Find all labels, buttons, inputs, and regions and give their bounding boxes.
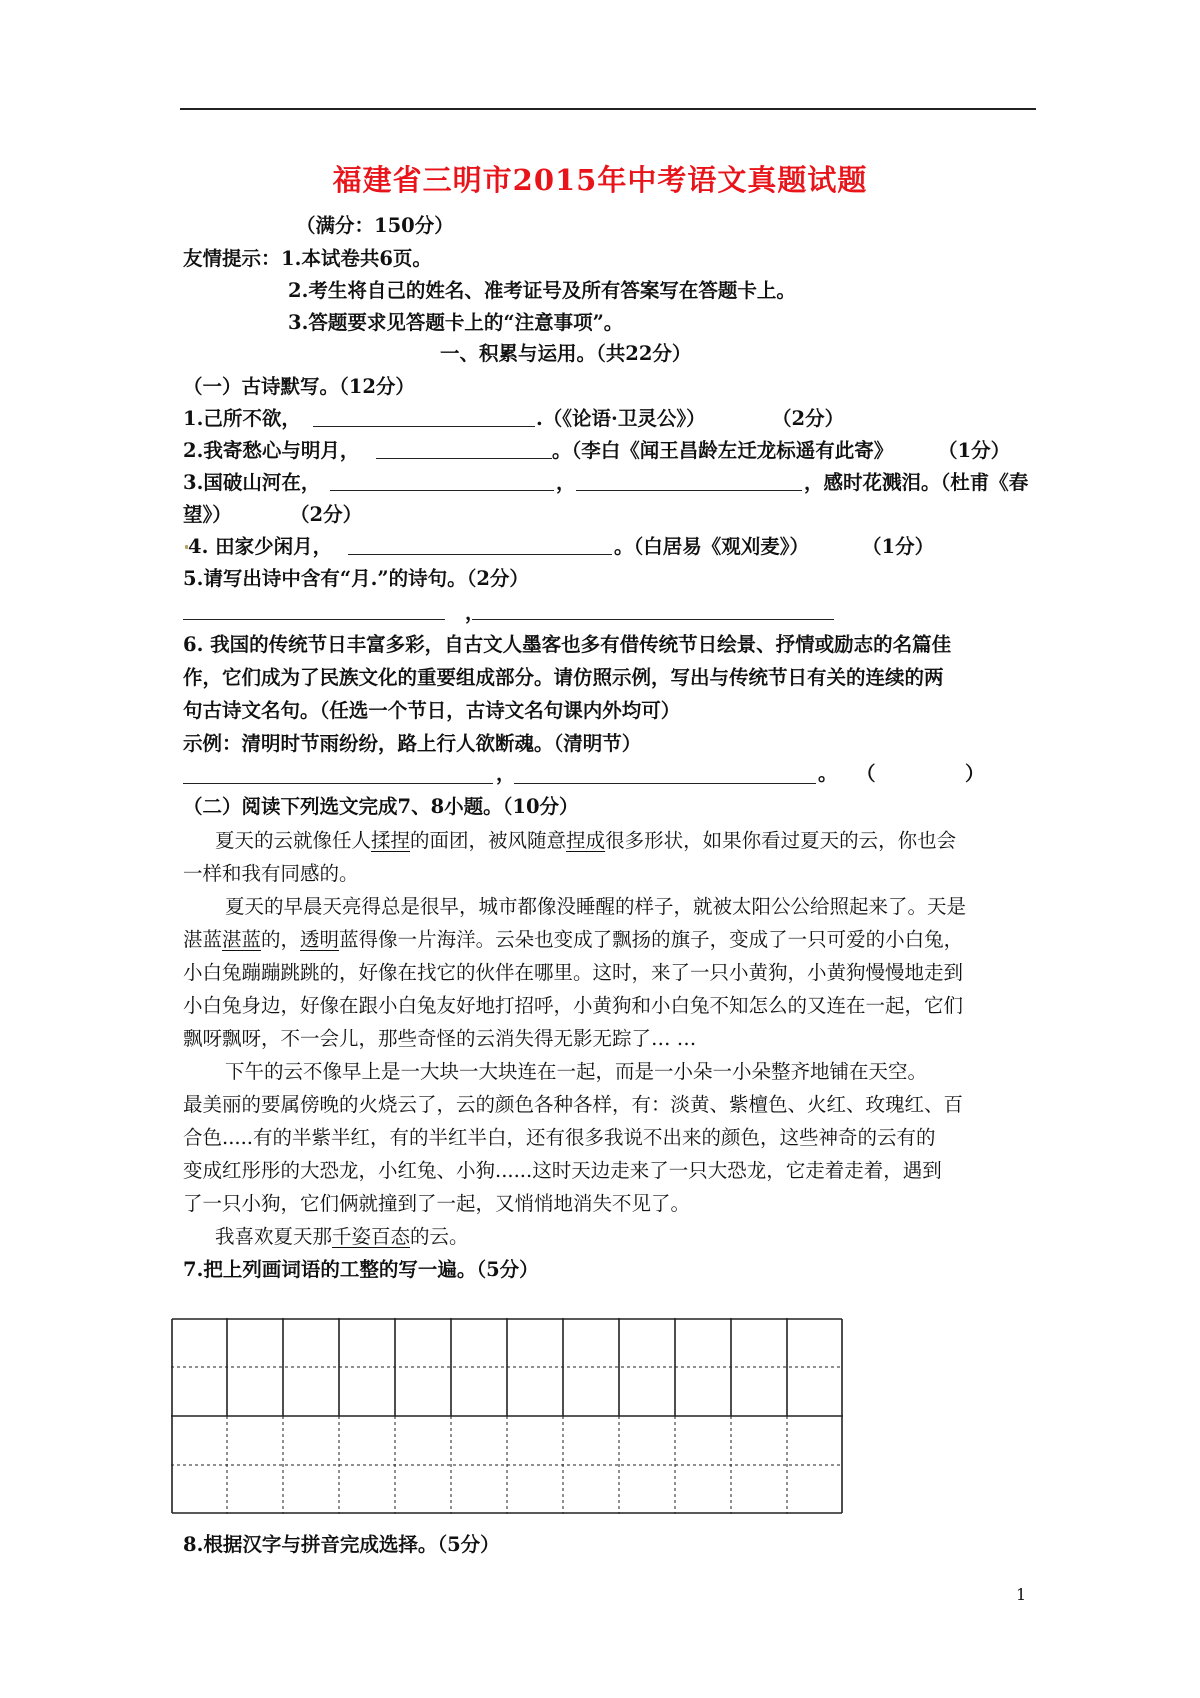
part-heading-1: （一）古诗默写。（12分）: [183, 375, 415, 398]
passage-text: 的云。: [410, 1225, 469, 1248]
passage-p2-line-2: [183, 930, 963, 950]
underlined-word: 千姿百态: [332, 1225, 411, 1248]
q4-score: （1分）: [862, 535, 935, 558]
q6-blank-1[interactable]: [183, 783, 493, 784]
q6-line-1: 6. 我国的传统节日丰富多彩，自古文人墨客也多有借传统节日绘景、抒情或励志的名篇佳: [183, 633, 952, 656]
tips-label: 友情提示：: [183, 247, 281, 270]
passage-p1-line-2: 一样和我有同感的。: [183, 862, 359, 885]
q6-example: 示例：清明时节雨纷纷，路上行人欲断魂。（清明节）: [183, 732, 642, 755]
passage-p2-line-5: 飘呀飘呀，不一会儿，那些奇怪的云消失得无影无踪了… …: [183, 1027, 697, 1050]
q3-source-cont: 望》）: [183, 503, 232, 526]
q6-line-3: 句古诗文名句。（任选一个节日，古诗文名句课内外均可）: [183, 699, 681, 722]
q4-blank[interactable]: [348, 554, 612, 555]
q8-text: 8.根据汉字与拼音完成选择。（5分）: [183, 1533, 500, 1556]
q5-sep: ，: [465, 601, 485, 624]
passage-p3-line-2: 最美丽的要属傍晚的火烧云了，云的颜色各种各样，有：淡黄、紫檀色、火红、玫瑰红、百: [183, 1093, 964, 1116]
q6-festival-paren-open: （: [856, 762, 876, 785]
passage-p2-line-4: 小白兔身边，好像在跟小白兔友好地打招呼，小黄狗和小白兔不知怎么的又连在一起，它们: [183, 994, 964, 1017]
q5-blank-1[interactable]: [183, 619, 445, 620]
passage-text: 的面团，被风随意: [410, 829, 567, 852]
q5-text: 5.请写出诗中含有“月.”的诗句。（2分）: [183, 567, 529, 590]
q2-score: （1分）: [938, 439, 1011, 462]
q3-source: ，感时花溅泪。（杜甫《春: [804, 471, 1029, 494]
q3-score: （2分）: [290, 503, 363, 526]
full-score: （满分：150分）: [296, 214, 454, 237]
tip-2: 2.考生将自己的姓名、准考证号及所有答案写在答题卡上。: [288, 279, 796, 302]
passage-p1-line-1: [215, 831, 956, 851]
underlined-word: 捏成: [566, 829, 606, 852]
page-number: 1: [1016, 1585, 1027, 1604]
passage-text: 蓝得像一片海洋。云朵也变成了飘扬的旗子，变成了一只可爱的小白兔，: [339, 928, 964, 951]
q3-blank-2[interactable]: [576, 490, 802, 491]
part-heading-2: （二）阅读下列选文完成7、8小题。（10分）: [183, 795, 579, 818]
passage-p2-line-1: 夏天的早晨天亮得总是很早，城市都像没睡醒的样子，就被太阳公公给照起来了。天是: [225, 895, 967, 918]
q3-text: 3.国破山河在，: [183, 471, 321, 494]
q6-end: 。: [818, 762, 838, 785]
passage-text: 我喜欢夏天那: [215, 1225, 333, 1248]
q4-source: 。（白居易《观刈麦》）: [614, 535, 810, 558]
q6-sep: ，: [496, 762, 516, 785]
passage-p3-line-4: 变成红彤彤的大恐龙，小红兔、小狗......这时天边走来了一只大恐龙，它走着走着，遇到: [183, 1159, 942, 1182]
q1-text: 1.己所不欲，: [183, 407, 301, 430]
q6-blank-2[interactable]: [514, 783, 816, 784]
passage-p4: [215, 1227, 469, 1247]
q2-text: 2.我寄愁心与明月，: [183, 439, 360, 462]
exam-title: 福建省三明市2015年中考语文真题试题: [332, 163, 868, 197]
passage-text: 夏天的云就像任人: [215, 829, 372, 852]
passage-text: 的，: [261, 928, 301, 951]
passage-p3-line-3: 合色.....有的半紫半红，有的半红半白，还有很多我说不出来的颜色，这些神奇的云有的: [183, 1126, 936, 1149]
q3-blank-1[interactable]: [330, 490, 554, 491]
q6-festival-paren-close: ）: [965, 762, 985, 785]
header-rule: [180, 108, 1036, 110]
passage-p3-line-5: 了一只小狗，它们俩就撞到了一起，又悄悄地消失不见了。: [183, 1192, 691, 1215]
q1-source: .（《论语·卫灵公》）: [536, 407, 706, 430]
section-heading: 一、积累与运用。（共22分）: [440, 342, 692, 365]
q2-source: 。（李白《闻王昌龄左迁龙标遥有此寄》: [552, 439, 894, 462]
q3-comma: ，: [556, 471, 576, 494]
passage-text: 很多形状，如果你看过夏天的云，你也会: [605, 829, 957, 852]
q1-score: （2分）: [772, 407, 845, 430]
underlined-word: 透明: [300, 928, 340, 951]
q7-text: 7.把上列画词语的工整的写一遍。（5分）: [183, 1258, 539, 1281]
passage-p2-line-3: 小白兔蹦蹦跳跳的，好像在找它的伙伴在哪里。这时，来了一只小黄狗，小黄狗慢慢地走到: [183, 961, 964, 984]
underlined-word: 揉捏: [371, 829, 411, 852]
tip-3: 3.答题要求见答题卡上的“注意事项”。: [288, 311, 624, 334]
writing-grid[interactable]: [171, 1318, 843, 1514]
tip-1: 1.本试卷共6页。: [281, 247, 432, 270]
passage-text: 湛蓝: [183, 928, 223, 951]
underlined-word: 湛蓝: [222, 928, 262, 951]
q1-blank[interactable]: [313, 426, 535, 427]
q2-blank[interactable]: [376, 458, 552, 459]
q6-line-2: 作，它们成为了民族文化的重要组成部分。请仿照示例，写出与传统节日有关的连续的两: [183, 666, 944, 689]
passage-p3-line-1: 下午的云不像早上是一大块一大块连在一起，而是一小朵一小朵整齐地铺在天空。: [225, 1060, 928, 1083]
q4-text: 4. 田家少闲月，: [188, 535, 333, 558]
q5-blank-2[interactable]: [472, 619, 834, 620]
